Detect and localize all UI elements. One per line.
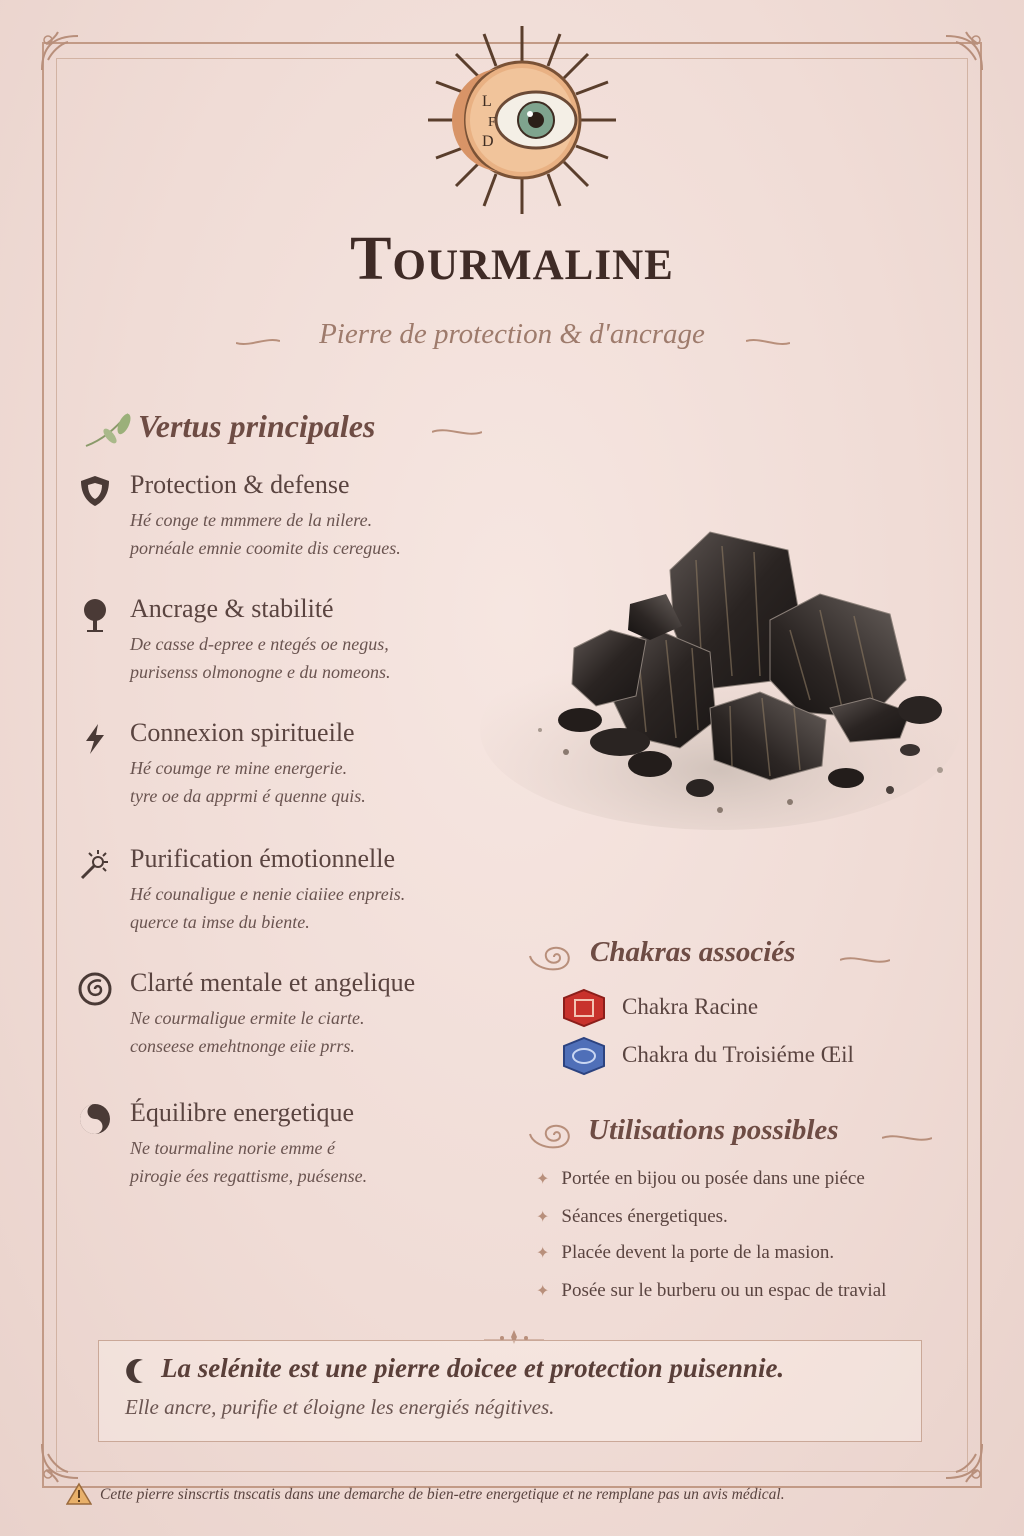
virtue-title: Purification émotionnelle bbox=[130, 844, 395, 873]
use-label: Posée sur le burberu ou un espac de travial bbox=[561, 1280, 887, 1301]
quote-line: Elle ancre, purifie et éloigne les energiés négitives. bbox=[125, 1395, 555, 1419]
use-item bbox=[536, 1168, 865, 1190]
disclaimer-text: Cette pierre sinscrtis tnscatis dans une demarche de bien-etre energetique et ne remplane pas un avis médical. bbox=[100, 1486, 785, 1503]
quote-box bbox=[98, 1340, 922, 1442]
corner-ornament-icon bbox=[38, 30, 82, 74]
root-chakra-icon bbox=[560, 988, 608, 1028]
chakra-label: Chakra Racine bbox=[622, 994, 759, 1019]
use-item bbox=[536, 1206, 728, 1228]
virtue-title: Clarté mentale et angelique bbox=[130, 968, 416, 997]
lightning-icon bbox=[78, 722, 112, 756]
star-bullet-icon: ✦ bbox=[536, 1209, 550, 1226]
corner-ornament-icon bbox=[38, 1440, 82, 1484]
swash-right-icon bbox=[746, 333, 790, 349]
virtue-description: pirogie ées regattisme, puésense. bbox=[130, 1166, 368, 1186]
spiral-circle-icon bbox=[78, 972, 112, 1006]
star-bullet-icon: ✦ bbox=[536, 1245, 550, 1262]
shield-icon bbox=[78, 474, 112, 508]
virtue-title: Ancrage & stabilité bbox=[130, 594, 334, 623]
warning-triangle-icon bbox=[66, 1482, 92, 1506]
chakras-heading: Chakras associés bbox=[590, 936, 796, 968]
spiral-icon bbox=[528, 942, 580, 972]
emblem-letter: F bbox=[488, 115, 496, 130]
tourmaline-stones-illustration bbox=[470, 480, 970, 850]
virtue-description: Hé counaligue e nenie ciaiiee enpreis. bbox=[130, 884, 406, 904]
sparkle-hand-icon bbox=[78, 848, 112, 882]
quote-line: La selénite est une pierre doicee et protection puisennie. bbox=[161, 1353, 785, 1383]
virtue-description: Hé coumge re mine energerie. bbox=[130, 758, 348, 778]
swash-right-icon bbox=[882, 1130, 932, 1146]
virtue-description: Ne courmaligue ermite le ciarte. bbox=[130, 1008, 365, 1028]
star-bullet-icon: ✦ bbox=[536, 1283, 550, 1300]
chakra-label: Chakra du Troisiéme Œil bbox=[622, 1042, 854, 1067]
star-bullet-icon: ✦ bbox=[536, 1171, 550, 1188]
use-item bbox=[536, 1242, 834, 1264]
virtue-description: De casse d-epree e ntegés oe negus, bbox=[130, 634, 389, 654]
emblem-letter: L bbox=[482, 93, 492, 110]
page-subtitle: Pierre de protection & d'ancrage bbox=[319, 318, 705, 350]
third-eye-chakra-icon bbox=[560, 1036, 608, 1076]
sun-eye-emblem-icon bbox=[424, 22, 620, 218]
use-item bbox=[536, 1280, 886, 1302]
crescent-moon-icon bbox=[123, 1357, 151, 1385]
virtue-title: Connexion spiritueile bbox=[130, 718, 355, 747]
spiral-icon bbox=[528, 1120, 580, 1150]
virtues-heading: Vertus principales bbox=[138, 408, 376, 444]
swash-right-icon bbox=[840, 952, 890, 968]
virtue-description: purisenss olmonogne e du nomeons. bbox=[130, 662, 391, 682]
virtue-description: tyre oe da apprmi é quenne quis. bbox=[130, 786, 366, 806]
page-title: Tourmaline bbox=[350, 225, 674, 293]
emblem-letter: D bbox=[482, 133, 494, 150]
virtue-title: Protection & defense bbox=[130, 470, 350, 499]
virtue-description: querce ta imse du biente. bbox=[130, 912, 310, 932]
use-label: Séances énergetiques. bbox=[561, 1206, 728, 1227]
corner-ornament-icon bbox=[942, 1440, 986, 1484]
use-label: Placée devent la porte de la masion. bbox=[561, 1242, 835, 1263]
use-label: Portée en bijou ou posée dans une piéce bbox=[561, 1168, 865, 1189]
uses-heading: Utilisations possibles bbox=[588, 1114, 839, 1146]
virtue-description: Hé conge te mmmere de la nilere. bbox=[130, 510, 373, 530]
virtue-description: Ne tourmaline norie emme é bbox=[130, 1138, 335, 1158]
virtue-description: conseese emehtnonge eiie prrs. bbox=[130, 1036, 355, 1056]
tree-icon bbox=[78, 598, 112, 632]
virtue-title: Équilibre energetique bbox=[130, 1098, 355, 1127]
corner-ornament-icon bbox=[942, 30, 986, 74]
yin-yang-icon bbox=[78, 1102, 112, 1136]
virtue-description: pornéale emnie coomite dis ceregues. bbox=[130, 538, 401, 558]
leaf-sprig-icon bbox=[84, 410, 134, 450]
swash-right-icon bbox=[432, 424, 482, 440]
